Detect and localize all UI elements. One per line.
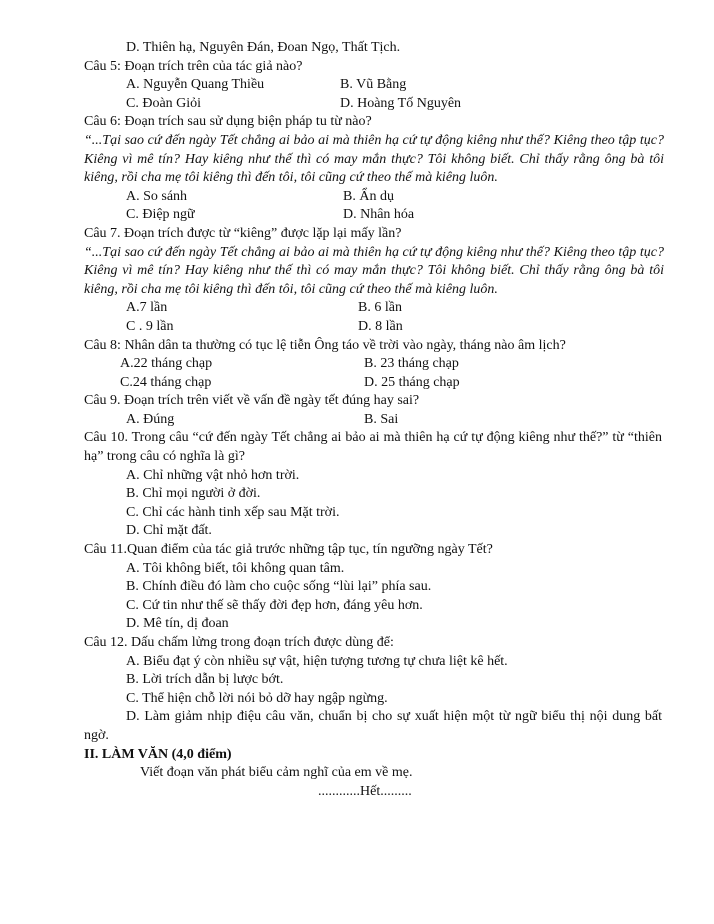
q10-option-d: D. Chỉ mặt đất. (126, 523, 212, 539)
q5-options-row2 (0, 95, 714, 114)
q5-option-a: A. Nguyễn Quang Thiều (126, 77, 265, 93)
q12-option-c: C. Thể hiện chỗ lời nói bỏ dỡ hay ngập ngừng. (126, 690, 388, 706)
q7-options-row2 (0, 318, 714, 337)
q8-options-row1 (0, 355, 714, 374)
exam-page (0, 39, 714, 801)
q5-option-b: B. Vũ Bằng (340, 77, 407, 93)
q7-option-b: B. 6 lần (358, 300, 402, 316)
q12-option-d: D. Làm giảm nhịp điệu câu văn, chuẩn bị cho sự xuất hiện một từ ngữ biểu thị nội dung bất ngờ. (84, 709, 662, 743)
q6-question: Câu 6: Đoạn trích sau sử dụng biện pháp tu từ nào? (84, 114, 372, 130)
q12-option-b: B. Lời trích dẫn bị lược bớt. (126, 672, 284, 688)
q11-option-d: D. Mê tín, dị đoan (126, 616, 229, 632)
q8-option-a: A.22 tháng chạp (120, 356, 213, 372)
q10-question: Câu 10. Trong câu “cứ đến ngày Tết chẳng ai bảo ai mà thiên hạ cứ tự động kiêng như thế?” từ “thiên hạ” trong câu có nghĩa là gì? (84, 430, 662, 465)
q6-options-row2 (0, 206, 714, 225)
q6-option-d: D. Nhân hóa (343, 207, 415, 223)
section-heading: II. LÀM VĂN (4,0 điểm) (84, 746, 232, 762)
q10-option-b: B. Chỉ mọi người ở đời. (126, 486, 261, 502)
q7-options-row1 (0, 299, 714, 318)
q6-option-a: A. So sánh (126, 188, 188, 204)
q9-option-a: A. Đúng (126, 411, 175, 427)
q11-option-a: A. Tôi không biết, tôi không quan tâm. (126, 560, 345, 576)
essay-prompt: Viết đoạn văn phát biểu cảm nghĩ của em về mẹ. (140, 765, 413, 781)
q11-question: Câu 11.Quan điểm của tác giả trước những tập tục, tín ngưỡng ngày Tết? (84, 542, 493, 558)
q9-option-b: B. Sai (364, 411, 399, 427)
q4-option-d: D. Thiên hạ, Nguyên Đán, Đoan Ngọ, Thất Tịch. (126, 40, 401, 55)
q12-option-a: A. Biểu đạt ý còn nhiều sự vật, hiện tượng tương tự chưa liệt kê hết. (126, 653, 508, 669)
q8-option-b: B. 23 tháng chạp (364, 356, 459, 372)
q5-option-c: C. Đoàn Giỏi (126, 95, 202, 111)
q6-option-b: B. Ẩn dụ (343, 188, 394, 204)
q6-quote: “...Tại sao cứ đến ngày Tết chẳng ai bảo ai mà thiên hạ cứ tự động kiêng như thế? Kiêng theo tập tục? Kiêng vì mê tín? Hay kiêng như thế thì có may mắn thực? Tôi không biết. Chỉ thấy rằng ông bà tôi kiêng, rồi cha mẹ tôi kiêng thì đến tôi, tôi cũng cứ theo thế mà kiêng luôn. (84, 132, 664, 186)
q9-options-row1 (0, 411, 714, 430)
q8-option-d: D. 25 tháng chạp (364, 374, 460, 390)
q8-options-row2 (0, 374, 714, 393)
q9-question: Câu 9. Đoạn trích trên viết về vấn đề ngày tết đúng hay sai? (84, 393, 420, 409)
q7-option-a: A.7 lần (126, 300, 168, 316)
q8-option-c: C.24 tháng chạp (120, 374, 212, 390)
q12-question: Câu 12. Dấu chấm lửng trong đoạn trích được dùng để: (84, 635, 394, 650)
q11-option-b: B. Chính điều đó làm cho cuộc sống “lùi lại” phía sau. (126, 579, 432, 595)
q6-option-c: C. Điệp ngữ (126, 207, 195, 223)
q5-options-row1 (0, 76, 714, 95)
end-mark: ............Hết......... (318, 783, 412, 799)
q11-option-c: C. Cứ tin như thế sẽ thấy đời đẹp hơn, đáng yêu hơn. (126, 597, 423, 613)
q7-option-c: C . 9 lần (126, 318, 174, 334)
q7-quote: “...Tại sao cứ đến ngày Tết chẳng ai bảo ai mà thiên hạ cứ tự động kiêng như thế? Kiêng theo tập tục? Kiêng vì mê tín? Hay kiêng như thế thì có may mắn thực? Tôi không biết. Chỉ thấy rằng ông bà tôi kiêng, rồi cha mẹ tôi kiêng thì đến tôi, tôi cũng cứ theo thế mà kiêng luôn. (84, 244, 664, 297)
q8-question: Câu 8: Nhân dân ta thường có tục lệ tiễn Ông táo về trời vào ngày, tháng nào âm lịch? (84, 337, 566, 353)
q5-option-d: D. Hoàng Tố Nguyên (340, 95, 462, 111)
q6-options-row1 (0, 188, 714, 207)
q10-option-c: C. Chỉ các hành tinh xếp sau Mặt trời. (126, 504, 340, 520)
q10-option-a: A. Chỉ những vật nhỏ hơn trời. (126, 467, 300, 483)
q5-question: Câu 5: Đoạn trích trên của tác giả nào? (84, 58, 303, 74)
q7-question: Câu 7. Đoạn trích được từ “kiêng” được lặp lại mấy lần? (84, 225, 402, 241)
q7-option-d: D. 8 lần (358, 318, 403, 334)
